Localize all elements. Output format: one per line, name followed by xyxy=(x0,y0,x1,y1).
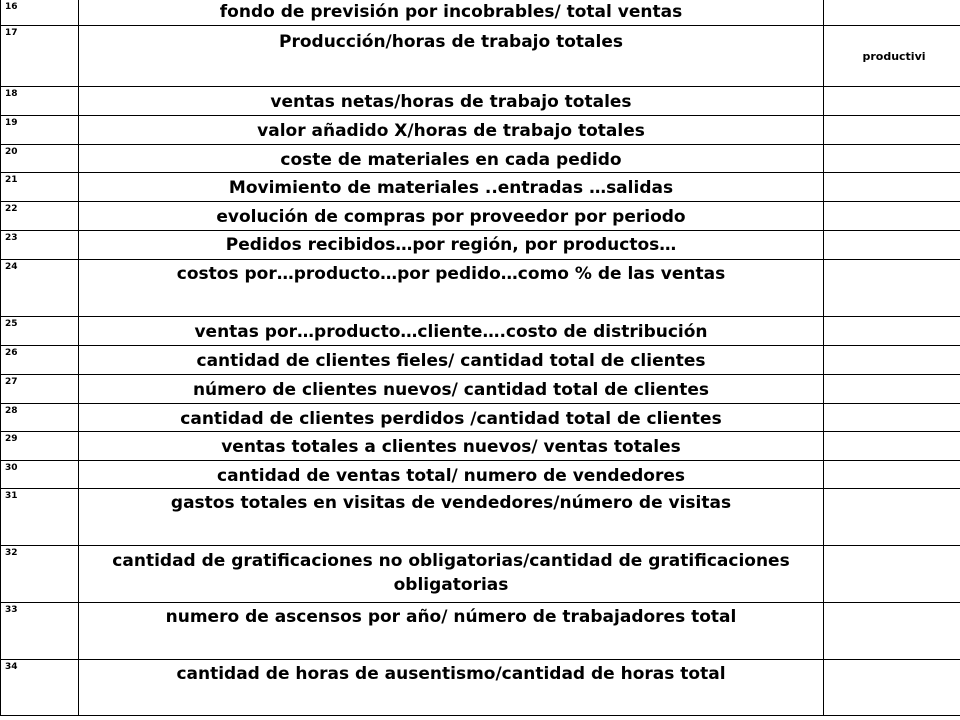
table-row xyxy=(1,546,960,603)
row-number: 21 xyxy=(1,173,79,202)
table-row xyxy=(1,660,960,716)
row-note xyxy=(824,87,960,116)
row-note xyxy=(824,260,960,317)
table-row xyxy=(1,260,960,317)
row-number: 33 xyxy=(1,603,79,660)
table-row xyxy=(1,202,960,231)
row-number: 20 xyxy=(1,145,79,173)
row-number: 30 xyxy=(1,461,79,489)
row-number: 17 xyxy=(1,26,79,87)
row-number: 32 xyxy=(1,546,79,603)
table-row xyxy=(1,603,960,660)
row-note xyxy=(824,404,960,432)
row-number: 24 xyxy=(1,260,79,317)
row-description: Pedidos recibidos…por región, por productos… xyxy=(79,231,824,260)
table-row xyxy=(1,432,960,461)
table-row xyxy=(1,87,960,116)
row-description: costos por…producto…por pedido…como % de las ventas xyxy=(79,260,824,317)
row-description: valor añadido X/horas de trabajo totales xyxy=(79,116,824,145)
row-description: evolución de compras por proveedor por periodo xyxy=(79,202,824,231)
table-row xyxy=(1,116,960,145)
row-number: 26 xyxy=(1,346,79,375)
row-number: 18 xyxy=(1,87,79,116)
row-number: 27 xyxy=(1,375,79,404)
row-description: ventas totales a clientes nuevos/ ventas totales xyxy=(79,432,824,461)
row-note xyxy=(824,173,960,202)
row-note xyxy=(824,317,960,346)
table-row xyxy=(1,231,960,260)
row-description: numero de ascensos por año/ número de trabajadores total xyxy=(79,603,824,660)
row-description: Producción/horas de trabajo totales xyxy=(79,26,824,87)
table-row xyxy=(1,375,960,404)
row-number: 22 xyxy=(1,202,79,231)
row-note xyxy=(824,346,960,375)
row-note xyxy=(824,145,960,173)
row-note xyxy=(824,202,960,231)
row-note xyxy=(824,0,960,26)
row-number: 19 xyxy=(1,116,79,145)
row-note xyxy=(824,603,960,660)
row-note: productivi xyxy=(824,26,960,87)
row-note xyxy=(824,489,960,546)
row-note xyxy=(824,461,960,489)
row-description: cantidad de ventas total/ numero de vendedores xyxy=(79,461,824,489)
table-row xyxy=(1,26,960,87)
row-description: ventas por…producto…cliente….costo de distribución xyxy=(79,317,824,346)
row-description: cantidad de clientes fieles/ cantidad total de clientes xyxy=(79,346,824,375)
row-description: Movimiento de materiales ..entradas …salidas xyxy=(79,173,824,202)
row-number: 28 xyxy=(1,404,79,432)
table-row xyxy=(1,489,960,546)
row-description: número de clientes nuevos/ cantidad total de clientes xyxy=(79,375,824,404)
row-description: ventas netas/horas de trabajo totales xyxy=(79,87,824,116)
row-description: cantidad de clientes perdidos /cantidad total de clientes xyxy=(79,404,824,432)
row-note xyxy=(824,660,960,716)
row-number: 25 xyxy=(1,317,79,346)
row-note xyxy=(824,546,960,603)
row-number: 23 xyxy=(1,231,79,260)
row-number: 31 xyxy=(1,489,79,546)
row-description: cantidad de horas de ausentismo/cantidad de horas total xyxy=(79,660,824,716)
row-note xyxy=(824,231,960,260)
table-row xyxy=(1,145,960,173)
row-description: coste de materiales en cada pedido xyxy=(79,145,824,173)
row-number: 34 xyxy=(1,660,79,716)
table-row xyxy=(1,317,960,346)
row-description: cantidad de gratificaciones no obligatorias/cantidad de gratificaciones obligatorias xyxy=(79,546,824,603)
row-number: 29 xyxy=(1,432,79,461)
row-description: gastos totales en visitas de vendedores/número de visitas xyxy=(79,489,824,546)
table-row xyxy=(1,461,960,489)
table-row xyxy=(1,346,960,375)
row-note xyxy=(824,116,960,145)
table-row xyxy=(1,173,960,202)
row-description: fondo de previsión por incobrables/ total ventas xyxy=(79,0,824,26)
table-row xyxy=(1,0,960,26)
row-number: 16 xyxy=(1,0,79,26)
table-row xyxy=(1,404,960,432)
row-note xyxy=(824,432,960,461)
row-note xyxy=(824,375,960,404)
